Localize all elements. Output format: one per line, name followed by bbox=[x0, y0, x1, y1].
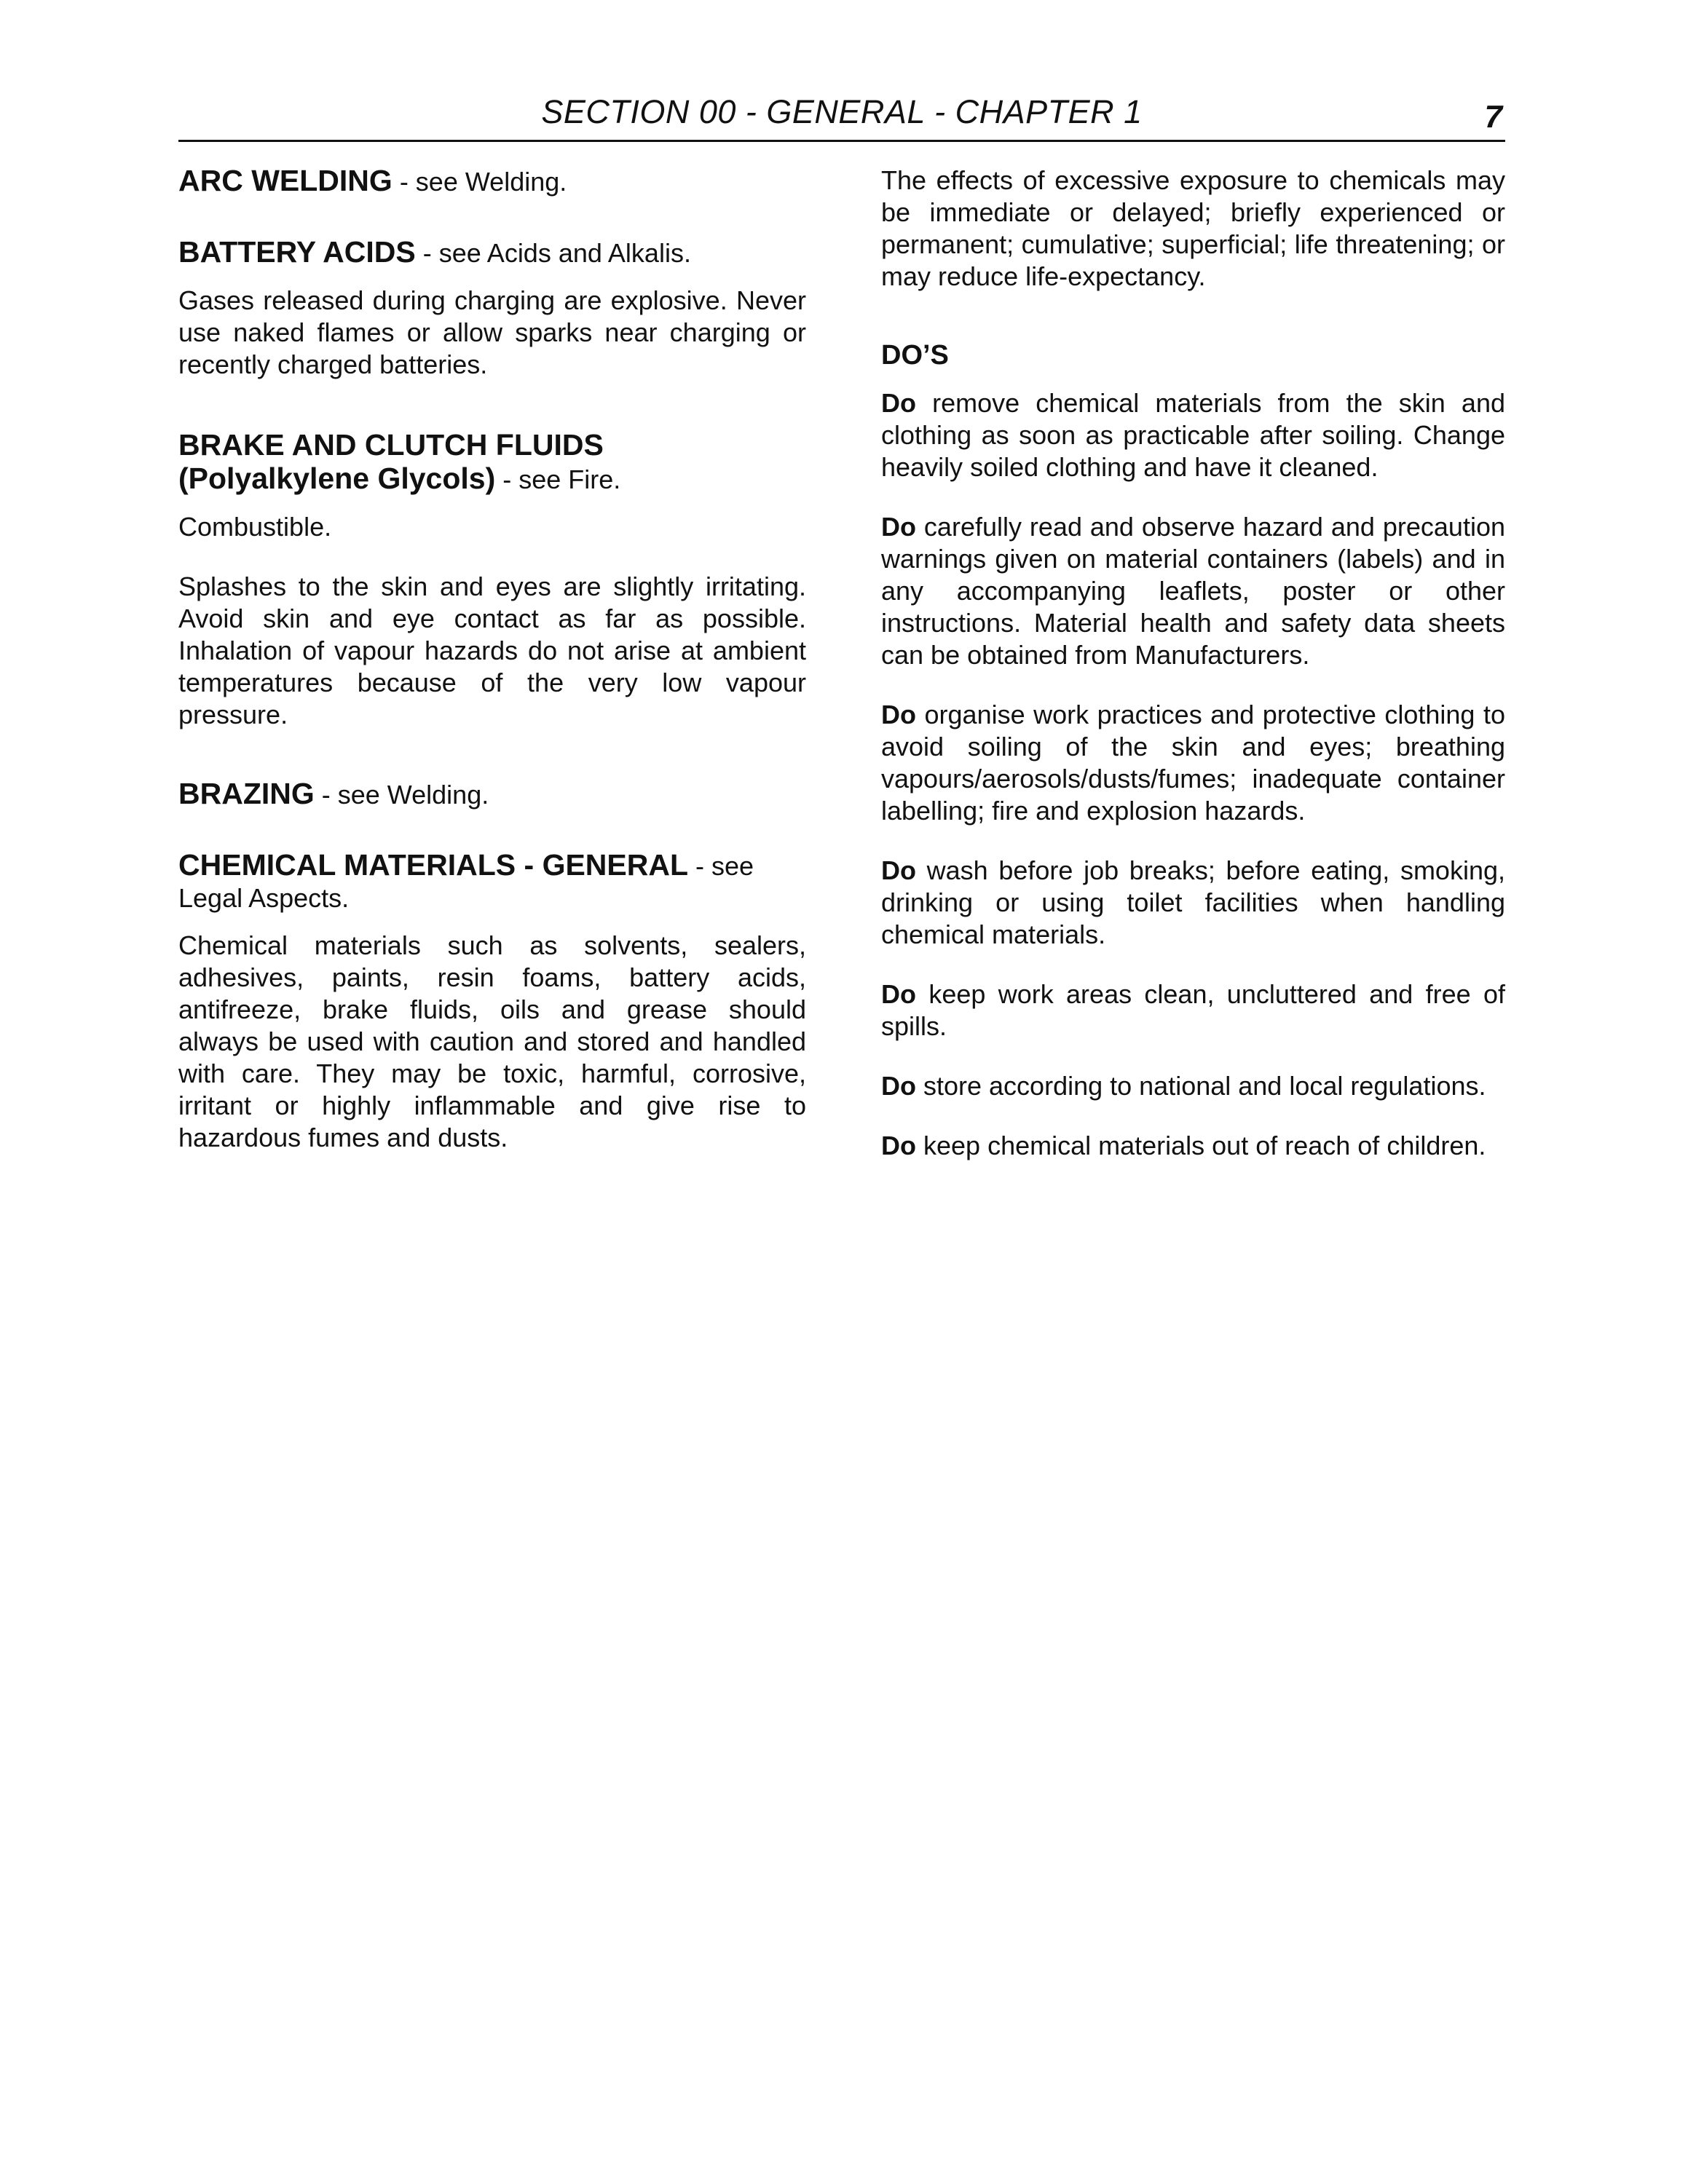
do-item bbox=[881, 511, 1505, 671]
do-text: wash before job breaks; before eating, smoking, drinking or using toilet facilities when handling chemical materials. bbox=[881, 855, 1505, 949]
brazing-entry bbox=[178, 778, 806, 811]
brake-fluids-ref: - see Fire. bbox=[495, 464, 621, 494]
do-item bbox=[881, 978, 1505, 1042]
battery-acids-ref: - see Acids and Alkalis. bbox=[415, 238, 691, 268]
battery-acids-heading: BATTERY ACIDS bbox=[178, 235, 416, 269]
header-title: SECTION 00 - GENERAL - CHAPTER 1 bbox=[541, 93, 1143, 130]
page-header bbox=[178, 86, 1505, 142]
brake-fluids-heading: BRAKE AND CLUTCH FLUIDS bbox=[178, 428, 604, 462]
brazing-ref: - see Welding. bbox=[314, 780, 489, 810]
chemical-materials-heading: CHEMICAL MATERIALS - GENERAL bbox=[178, 848, 689, 882]
arc-welding-ref: - see Welding. bbox=[392, 167, 567, 197]
chemical-materials-ref: - see Legal Aspects. bbox=[178, 851, 754, 913]
battery-acids-text: Gases released during charging are explosive. Never use naked flames or allow sparks near charging or recently charged batteries. bbox=[178, 285, 806, 379]
do-label: Do bbox=[881, 700, 916, 729]
brake-fluids-subheading: (Polyalkylene Glycols) bbox=[178, 462, 496, 495]
page-number: 7 bbox=[1484, 99, 1502, 135]
do-item bbox=[881, 1070, 1505, 1102]
do-item bbox=[881, 387, 1505, 483]
brake-fluids-text-2: Splashes to the skin and eyes are slightly irritating. Avoid skin and eye contact as far as possible. Inhalation of vapour hazards do not arise at ambient temperatures because of the very low vapour pressure. bbox=[178, 571, 806, 729]
do-text: organise work practices and protective clothing to avoid soiling of the skin and eyes; breathing vapours/aerosols/dusts/fumes; inadequate container labelling; fire and explosion hazards. bbox=[881, 700, 1505, 826]
do-label: Do bbox=[881, 1131, 916, 1160]
do-label: Do bbox=[881, 979, 916, 1009]
effects-text: The effects of excessive exposure to chemicals may be immediate or delayed; briefly experienced or permanent; cumulative; superficial; life threatening; or may reduce life-expectancy. bbox=[881, 165, 1505, 291]
chemical-materials-text: Chemical materials such as solvents, sealers, adhesives, paints, resin foams, battery acids, antifreeze, brake fluids, oils and grease should always be used with caution and stored and handled with care. They may be toxic, harmful, corrosive, irritant or highly inflammable and give rise to hazardous fumes and dusts. bbox=[178, 930, 806, 1152]
arc-welding-heading: ARC WELDING bbox=[178, 164, 393, 197]
do-item bbox=[881, 699, 1505, 827]
do-text: remove chemical materials from the skin and clothing as soon as practicable after soiling. Change heavily soiled clothing and have it cleaned. bbox=[881, 388, 1505, 482]
do-text: carefully read and observe hazard and precaution warnings given on material containers (labels) and in any accompanying leaflets, poster or other instructions. Material health and safety data sheets can be obtained from Manufacturers. bbox=[881, 512, 1505, 670]
chemical-materials-entry bbox=[178, 849, 776, 914]
do-label: Do bbox=[881, 855, 916, 885]
left-column bbox=[178, 165, 806, 1154]
dos-heading: DO’S bbox=[881, 340, 949, 371]
do-label: Do bbox=[881, 388, 916, 418]
do-text: keep chemical materials out of reach of children. bbox=[916, 1131, 1486, 1160]
battery-acids-entry bbox=[178, 236, 806, 269]
do-item bbox=[881, 1130, 1505, 1162]
do-label: Do bbox=[881, 1071, 916, 1101]
do-label: Do bbox=[881, 512, 916, 542]
arc-welding-entry bbox=[178, 165, 806, 198]
do-text: keep work areas clean, uncluttered and free of spills. bbox=[881, 979, 1505, 1041]
right-column bbox=[881, 165, 1505, 1162]
do-text: store according to national and local regulations. bbox=[916, 1071, 1486, 1101]
brake-fluids-text-1: Combustible. bbox=[178, 512, 332, 542]
brazing-heading: BRAZING bbox=[178, 777, 315, 810]
brake-fluids-entry bbox=[178, 429, 806, 496]
do-item bbox=[881, 855, 1505, 951]
